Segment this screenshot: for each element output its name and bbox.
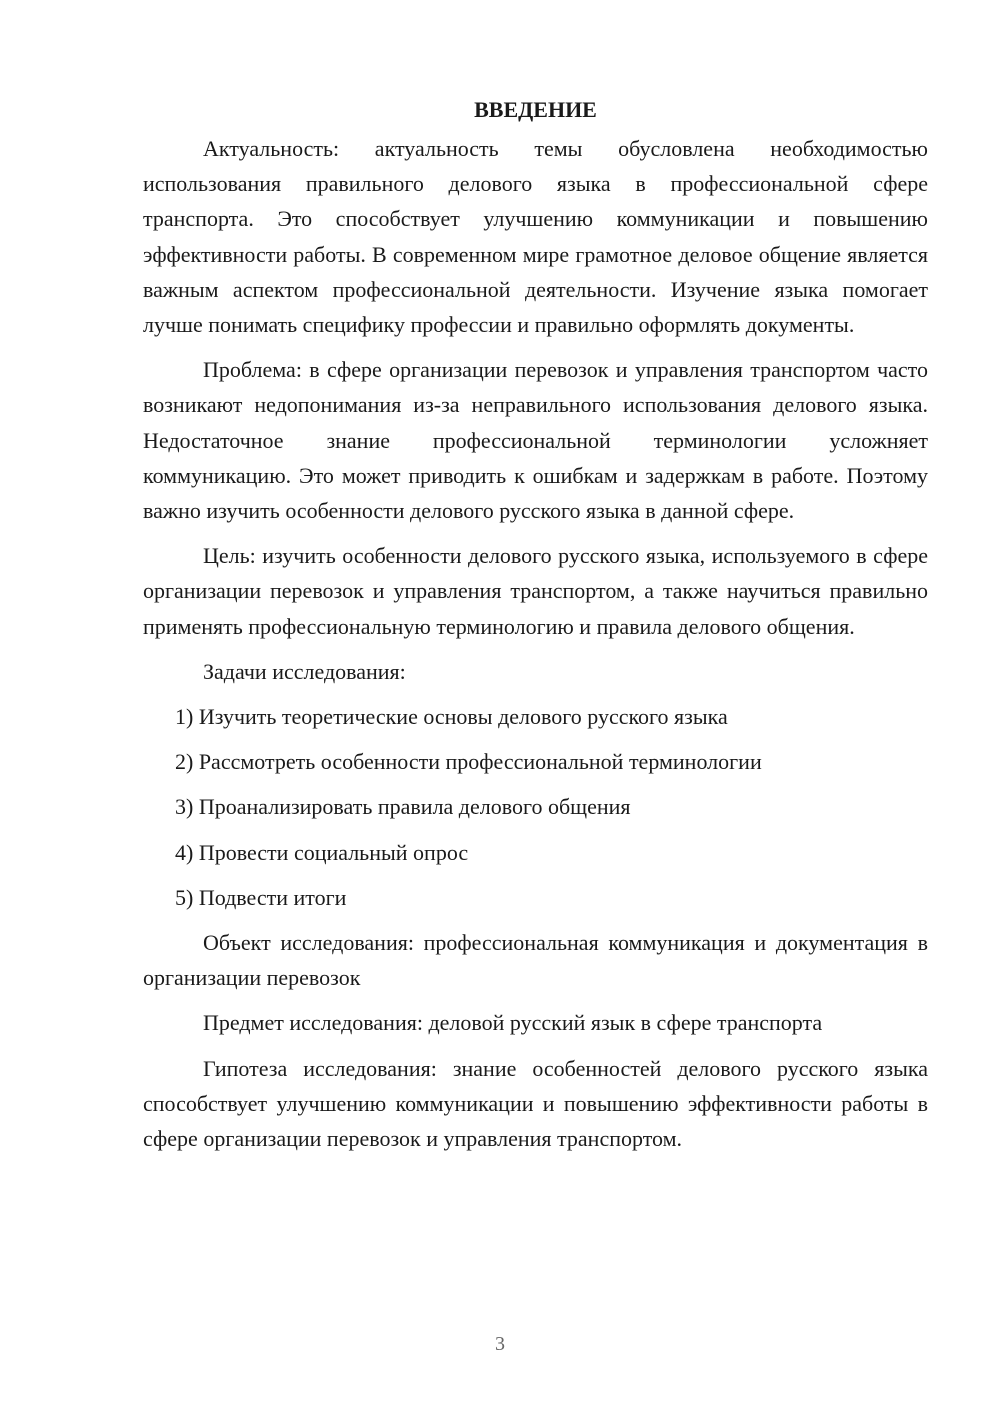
paragraph-subject: Предмет исследования: деловой русский язык в сфере транспорта [203,1010,823,1036]
task-list [143,699,928,915]
paragraph-tasks-heading: Задачи исследования: [203,658,406,684]
paragraph-goal: Цель: изучить особенности делового русского языка, используемого в сфере организации перевозок и управления транспортом, а также научиться правильно применять профессиональную терминологию и правила делового общения. [143,543,928,639]
document-page [143,92,928,1166]
task-item-5: 5) Подвести итоги [175,884,347,910]
task-item-4: 4) Провести социальный опрос [175,839,469,865]
task-item-1: 1) Изучить теоретические основы делового русского языка [175,704,728,730]
paragraph-hypothesis: Гипотеза исследования: знание особенностей делового русского языка способствует улучшению коммуникации и повышению эффективности работы в сфере организации перевозок и управления транспортом. [143,1055,928,1152]
paragraph-object: Объект исследования: профессиональная коммуникация и документация в организации перевозок [143,930,928,991]
task-item-3: 3) Проанализировать правила делового общения [175,794,631,820]
section-title: ВВЕДЕНИЕ [474,97,597,122]
paragraph-problem: Проблема: в сфере организации перевозок и управления транспортом часто возникают недопонимания из-за неправильного использования делового языка. Недостаточное знание профессиональной терминологии усложняет коммуникацию. Это может приводить к ошибкам и задержкам в работе. Поэтому важно изучить особенности делового русского языка в данной сфере. [143,357,928,524]
paragraph-relevance: Актуальность: актуальность темы обусловлена необходимостью использования правильного делового языка в профессиональной сфере транспорта. Это способствует улучшению коммуникации и повышению эффективности работы. В современном мире грамотное деловое общение является важным аспектом профессиональной деятельности. Изучение языка помогает лучше понимать специфику профессии и правильно оформлять документы. [143,136,928,338]
page-number: 3 [495,1333,505,1355]
task-item-2: 2) Рассмотреть особенности профессиональной терминологии [175,749,762,775]
